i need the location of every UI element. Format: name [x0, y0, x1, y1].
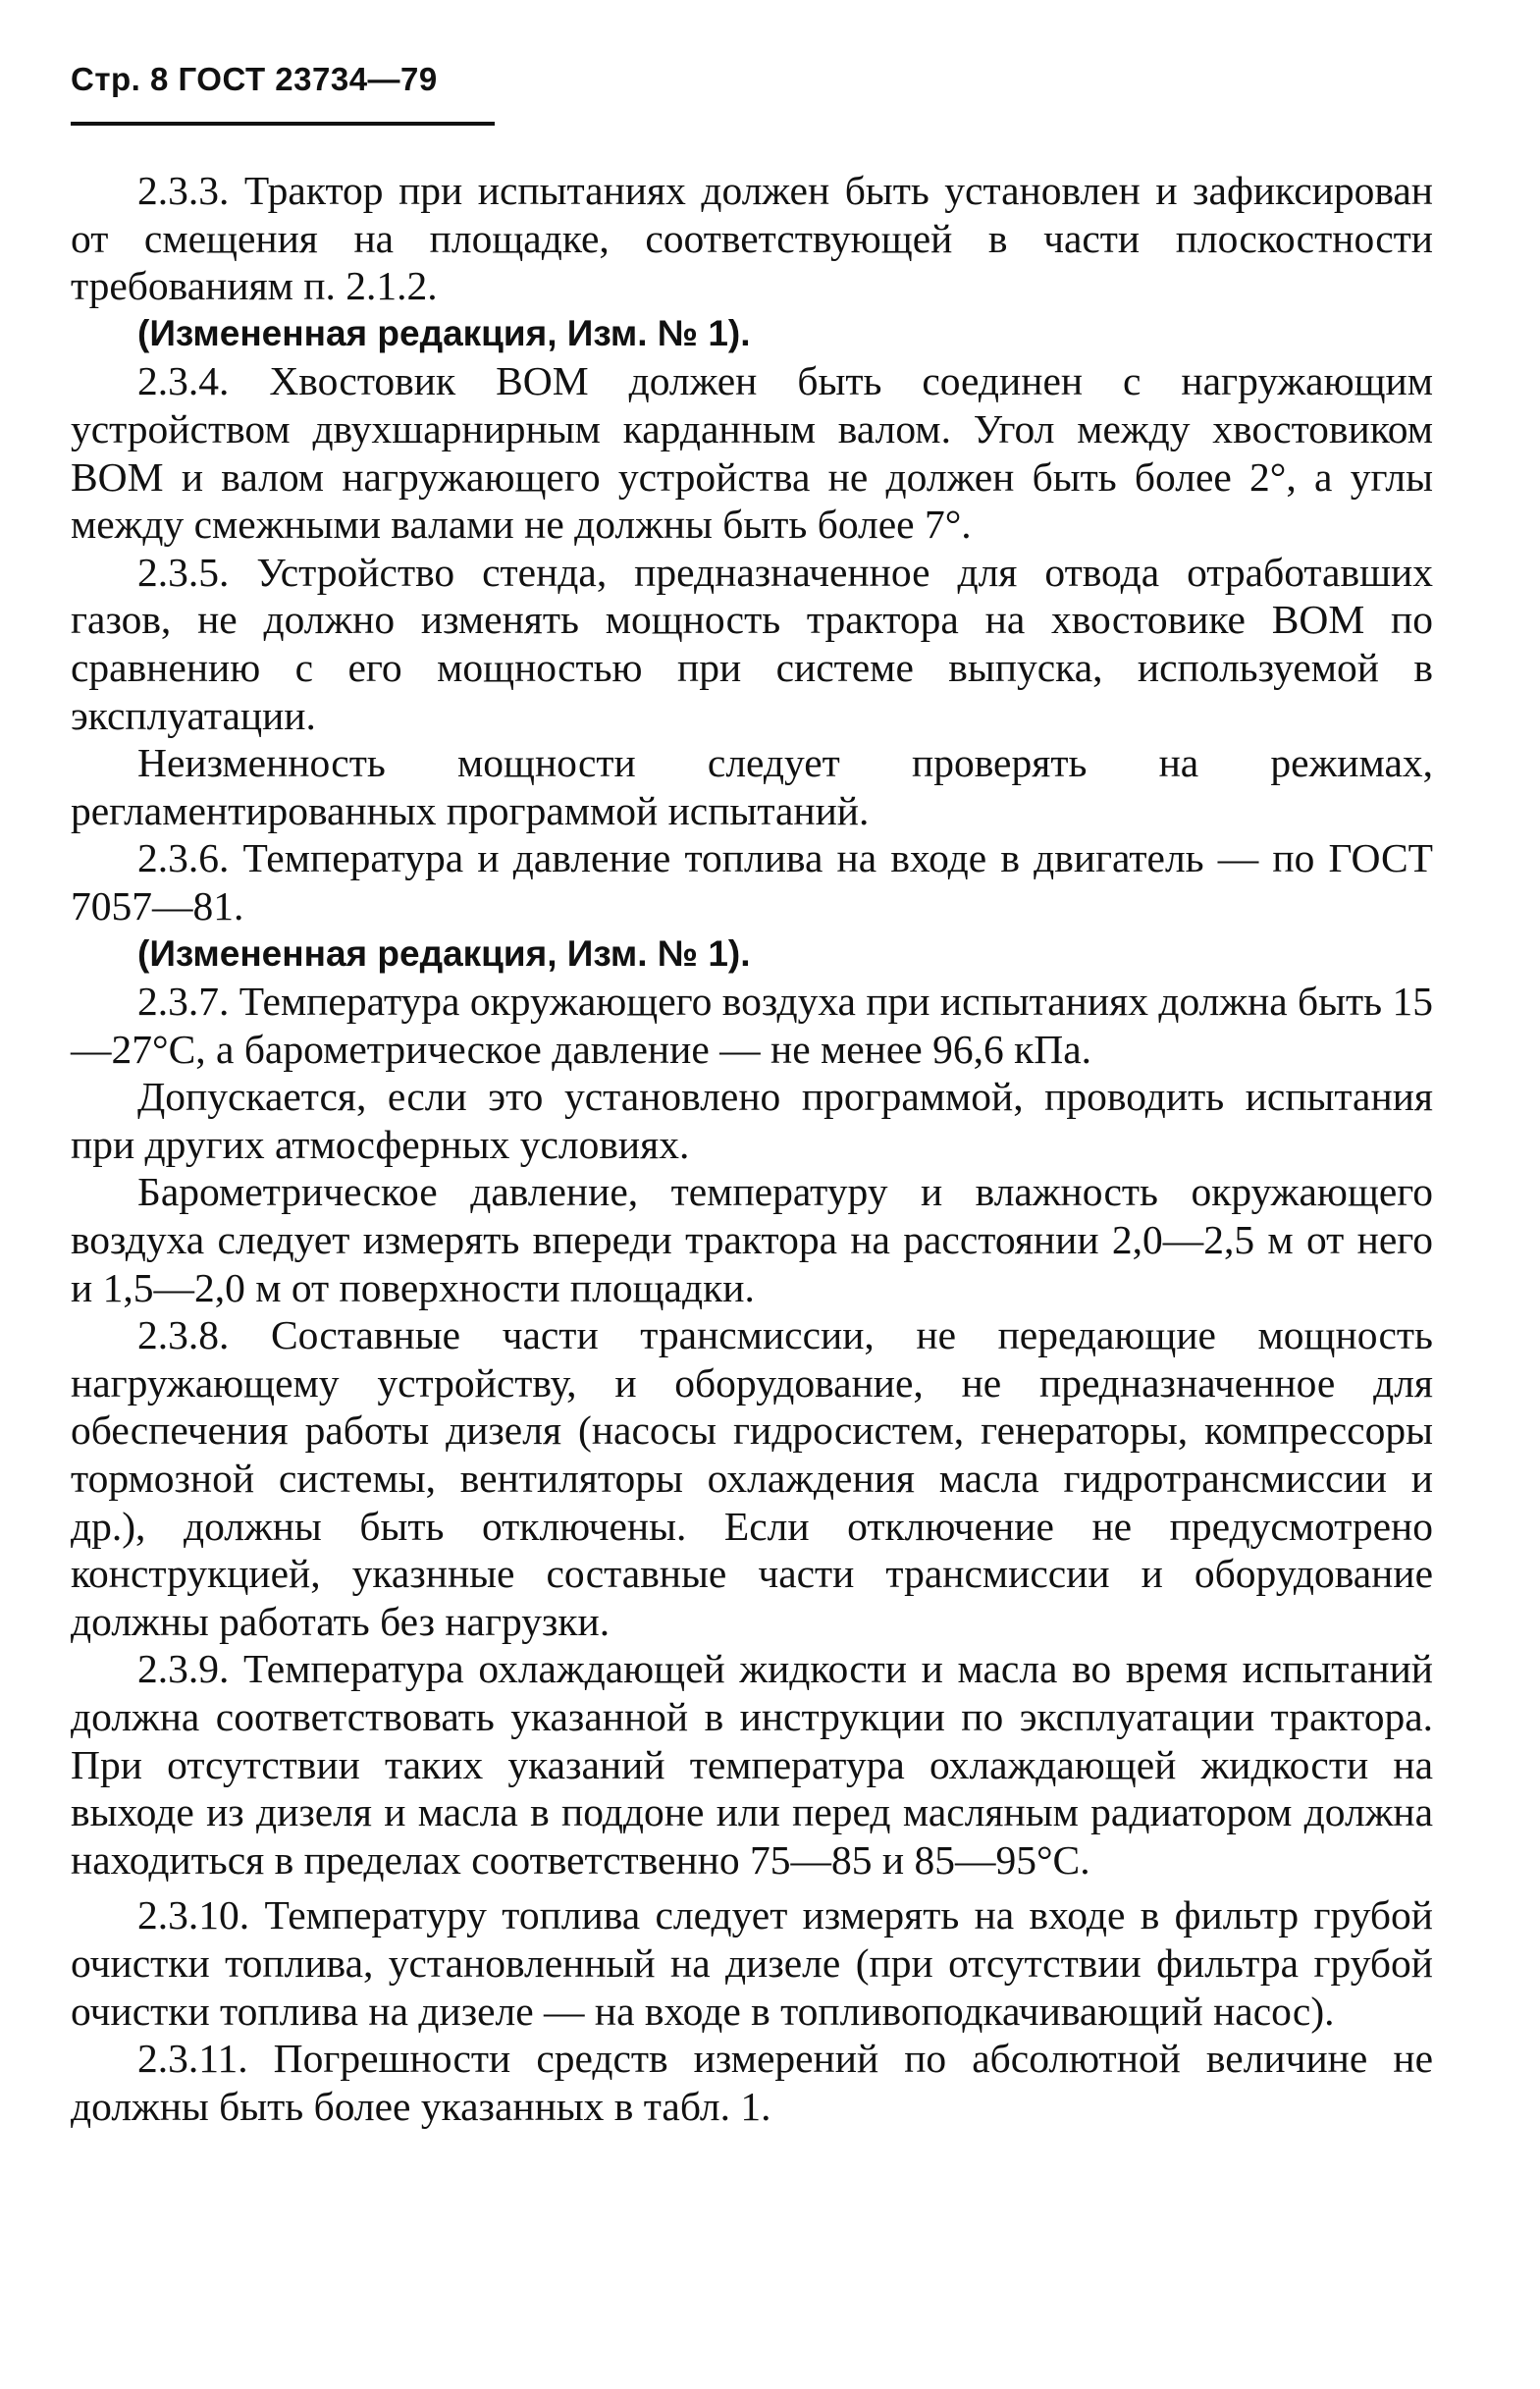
clause-2-3-6: 2.3.6. Температура и давление топлива на входе в двигатель — по ГОСТ 7057—81. — [71, 835, 1433, 929]
clause-2-3-4: 2.3.4. Хвостовик ВОМ должен быть соединен с нагружающим устройством двухшарнирным карданным валом. Угол между хвостовиком ВОМ и валом нагружающего устройства не должен быть более 2°, а углы между смежными валами не должны быть более 7°. — [71, 358, 1433, 548]
clause-2-3-7: 2.3.7. Температура окружающего воздуха при испытаниях должна быть 15—27°C, а барометрическое давление — не менее 96,6 кПа. — [71, 979, 1433, 1072]
clause-2-3-5: 2.3.5. Устройство стенда, предназначенное для отвода отработавших газов, не должно изменять мощность трактора на хвостовике ВОМ по сравнению с его мощностью при системе выпуска, используемой в эксплуатации. — [71, 549, 1433, 738]
clause-2-3-11: 2.3.11. Погрешности средств измерений по абсолютной величине не должны быть более указанных в табл. 1. — [71, 2036, 1433, 2129]
clause-2-3-3: 2.3.3. Трактор при испытаниях должен быть установлен и зафиксирован от смещения на площадке, соответствующей в части плоскостности требованиям п. 2.1.2. — [71, 168, 1433, 309]
clause-2-3-9: 2.3.9. Температура охлаждающей жидкости и масла во время испытаний должна соответствовать указанной в инструкции по эксплуатации трактора. При отсутствии таких указаний температура охлаждающей жидкости на выходе из дизеля и масла в поддоне или перед масляным радиатором должна находиться в пределах соответственно 75—85 и 85—95°C. — [71, 1646, 1433, 1883]
clause-2-3-5-paragraph: Неизменность мощности следует проверять на режимах, регламентированных программой испытаний. — [71, 740, 1433, 833]
clause-2-3-10: 2.3.10. Температуру топлива следует измерять на входе в фильтр грубой очистки топлива, установленный на дизеле (при отсутствии фильтра грубой очистки топлива на дизеле — на входе в топливоподкачивающий насос). — [71, 1892, 1433, 2034]
clause-2-3-7-paragraph: Барометрическое давление, температуру и влажность окружающего воздуха следует измерять впереди трактора на расстоянии 2,0—2,5 м от него и 1,5—2,0 м от поверхности площадки. — [71, 1169, 1433, 1310]
clause-2-3-8: 2.3.8. Составные части трансмиссии, не передающие мощность нагружающему устройству, и оборудование, не предназначенное для обеспечения работы дизеля (насосы гидросистем, генераторы, компрессоры тормозной системы, вентиляторы охлаждения масла гидротрансмиссии и др.), должны быть отключены. Если отключение не предусмотрено конструкцией, указнные составные части трансмиссии и оборудование должны работать без нагрузки. — [71, 1312, 1433, 1644]
document-body — [71, 167, 1433, 2130]
clause-2-3-7-paragraph: Допускается, если это установлено программой, проводить испытания при других атмосферных условиях. — [71, 1074, 1433, 1167]
header-rule — [71, 122, 495, 126]
amendment-note: (Измененная редакция, Изм. № 1). — [137, 312, 751, 353]
page-header: Стр. 8 ГОСТ 23734—79 — [71, 61, 438, 97]
amendment-note: (Измененная редакция, Изм. № 1). — [137, 932, 751, 974]
